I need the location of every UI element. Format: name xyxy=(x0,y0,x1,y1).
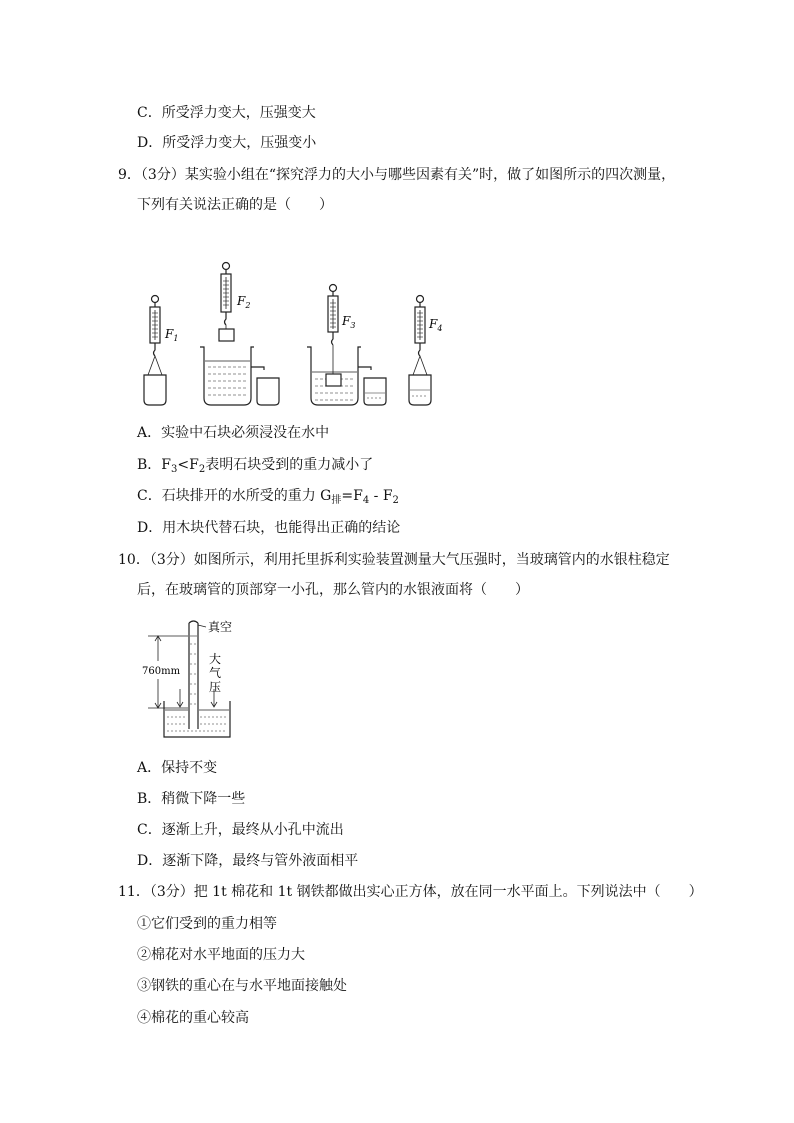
spring-scale-2 xyxy=(200,263,279,406)
label-atm-1: 大 xyxy=(209,652,222,666)
q11-item-4: ④棉花的重心较高 xyxy=(137,1010,249,1026)
q11-item-3: ③钢铁的重心在与水平地面接触处 xyxy=(137,978,347,994)
q10-option-d: D．逐渐下降，最终与管外液面相平 xyxy=(137,853,359,869)
label-atm-3: 压 xyxy=(209,680,222,694)
q10-stem-line2: 后，在玻璃管的顶部穿一小孔，那么管内的水银液面将（ ） xyxy=(137,582,529,598)
label-f1: $F_1$ xyxy=(165,327,179,343)
label-f4: $F_4$ xyxy=(429,317,443,333)
label-vacuum: 真空 xyxy=(208,620,233,634)
q9-option-a: A．实验中石块必须浸没在水中 xyxy=(137,425,330,441)
spring-scale-1 xyxy=(144,296,178,406)
q11-item-2: ②棉花对水平地面的压力大 xyxy=(137,947,305,963)
q9-stem-line2: 下列有关说法正确的是（ ） xyxy=(137,197,333,213)
q9-figure xyxy=(130,255,450,415)
q8-option-d: D．所受浮力变大，压强变小 xyxy=(137,135,317,151)
q9-stem-line1: 9．（3分）某实验小组在“探究浮力的大小与哪些因素有关”时，做了如图所示的四次测量， xyxy=(118,167,676,183)
label-f3: $F_3$ xyxy=(342,314,356,330)
q11-item-1: ①它们受到的重力相等 xyxy=(137,916,277,932)
q9-option-c: C．石块排开的水所受的重力 $G_排=F_4 - F_2$ xyxy=(137,488,399,506)
spring-scale-3 xyxy=(307,285,386,406)
label-760mm: 760mm xyxy=(142,666,181,677)
q9-option-b: B．$F_3<F_2$表明石块受到的重力减小了 xyxy=(137,457,374,475)
q9-option-d: D．用木块代替石块，也能得出正确的结论 xyxy=(137,520,401,536)
q10-stem-line1: 10．（3分）如图所示，利用托里拆利实验装置测量大气压强时，当玻璃管内的水银柱稳定 xyxy=(118,552,670,568)
label-atm-2: 气 xyxy=(209,666,222,680)
q11-stem: 11．（3分）把 1t 棉花和 1t 钢铁都做出实心正方体，放在同一水平面上。下列说法中（ ） xyxy=(118,884,703,900)
spring-scale-4 xyxy=(409,296,442,406)
q10-figure xyxy=(140,615,250,745)
q8-option-c: C．所受浮力变大，压强变大 xyxy=(137,105,316,121)
label-f2: $F_2$ xyxy=(237,294,251,310)
q10-option-a: A．保持不变 xyxy=(137,760,218,776)
q10-option-c: C．逐渐上升，最终从小孔中流出 xyxy=(137,822,344,838)
q10-option-b: B．稍微下降一些 xyxy=(137,791,246,807)
